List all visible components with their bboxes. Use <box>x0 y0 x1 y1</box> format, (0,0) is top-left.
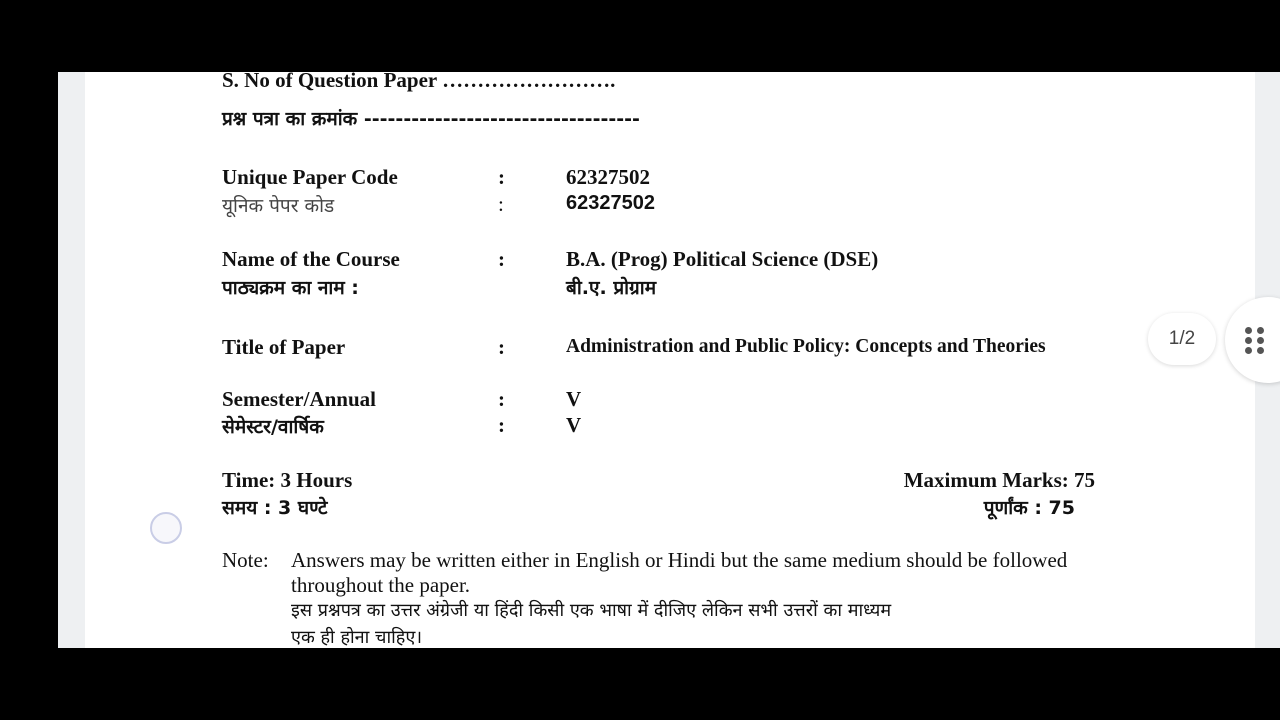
row-label: यूनिक पेपर कोड <box>222 195 335 217</box>
sno-label: S. No of Question Paper ……………………. <box>222 72 616 92</box>
time-hindi: समय : 3 घण्टे <box>222 497 328 519</box>
row-label: Semester/Annual <box>222 387 376 411</box>
row-value: B.A. (Prog) Political Science (DSE) <box>566 247 879 271</box>
touch-indicator <box>150 512 182 544</box>
row-colon: : <box>498 387 505 411</box>
row-value: 62327502 <box>566 192 655 214</box>
page-indicator: 1/2 <box>1148 313 1216 365</box>
row-value: 62327502 <box>566 165 650 189</box>
marks-label: Maximum Marks: 75 <box>903 468 1095 492</box>
row-label: पाठ्यक्रम का नाम : <box>222 277 359 299</box>
row-colon: : <box>498 413 505 437</box>
note-hindi: एक ही होना चाहिए। <box>291 627 423 648</box>
row-label: Name of the Course <box>222 247 400 271</box>
row-value: V <box>566 413 582 437</box>
row-label: Unique Paper Code <box>222 165 398 189</box>
note-line: throughout the paper. <box>291 573 471 597</box>
pdf-viewer[interactable] <box>58 72 1280 648</box>
note-label: Note: <box>222 548 269 572</box>
row-value: Administration and Public Policy: Concepts and Theories <box>566 336 1046 357</box>
time-label: Time: 3 Hours <box>222 468 353 492</box>
row-label: सेमेस्टर/वार्षिक <box>222 416 324 438</box>
row-value: बी.ए. प्रोग्राम <box>566 277 657 299</box>
pdf-page <box>85 72 1255 648</box>
note-line: Answers may be written either in English or Hindi but the same medium should be followed <box>291 548 1068 572</box>
row-value: V <box>566 387 582 411</box>
row-colon: : <box>498 335 505 359</box>
sno-hindi: प्रश्न पत्रा का क्रमांक ----------------------------------- <box>222 108 640 130</box>
row-colon: : <box>498 165 505 189</box>
note-hindi: इस प्रश्नपत्र का उत्तर अंग्रेजी या हिंदी किसी एक भाषा में दीजिए लेकिन सभी उत्तरों का माध्यम <box>291 600 892 621</box>
row-label: Title of Paper <box>222 335 346 359</box>
row-colon: : <box>498 247 505 271</box>
row-colon: : <box>498 192 504 216</box>
marks-hindi: पूर्णांक : 75 <box>983 497 1075 519</box>
